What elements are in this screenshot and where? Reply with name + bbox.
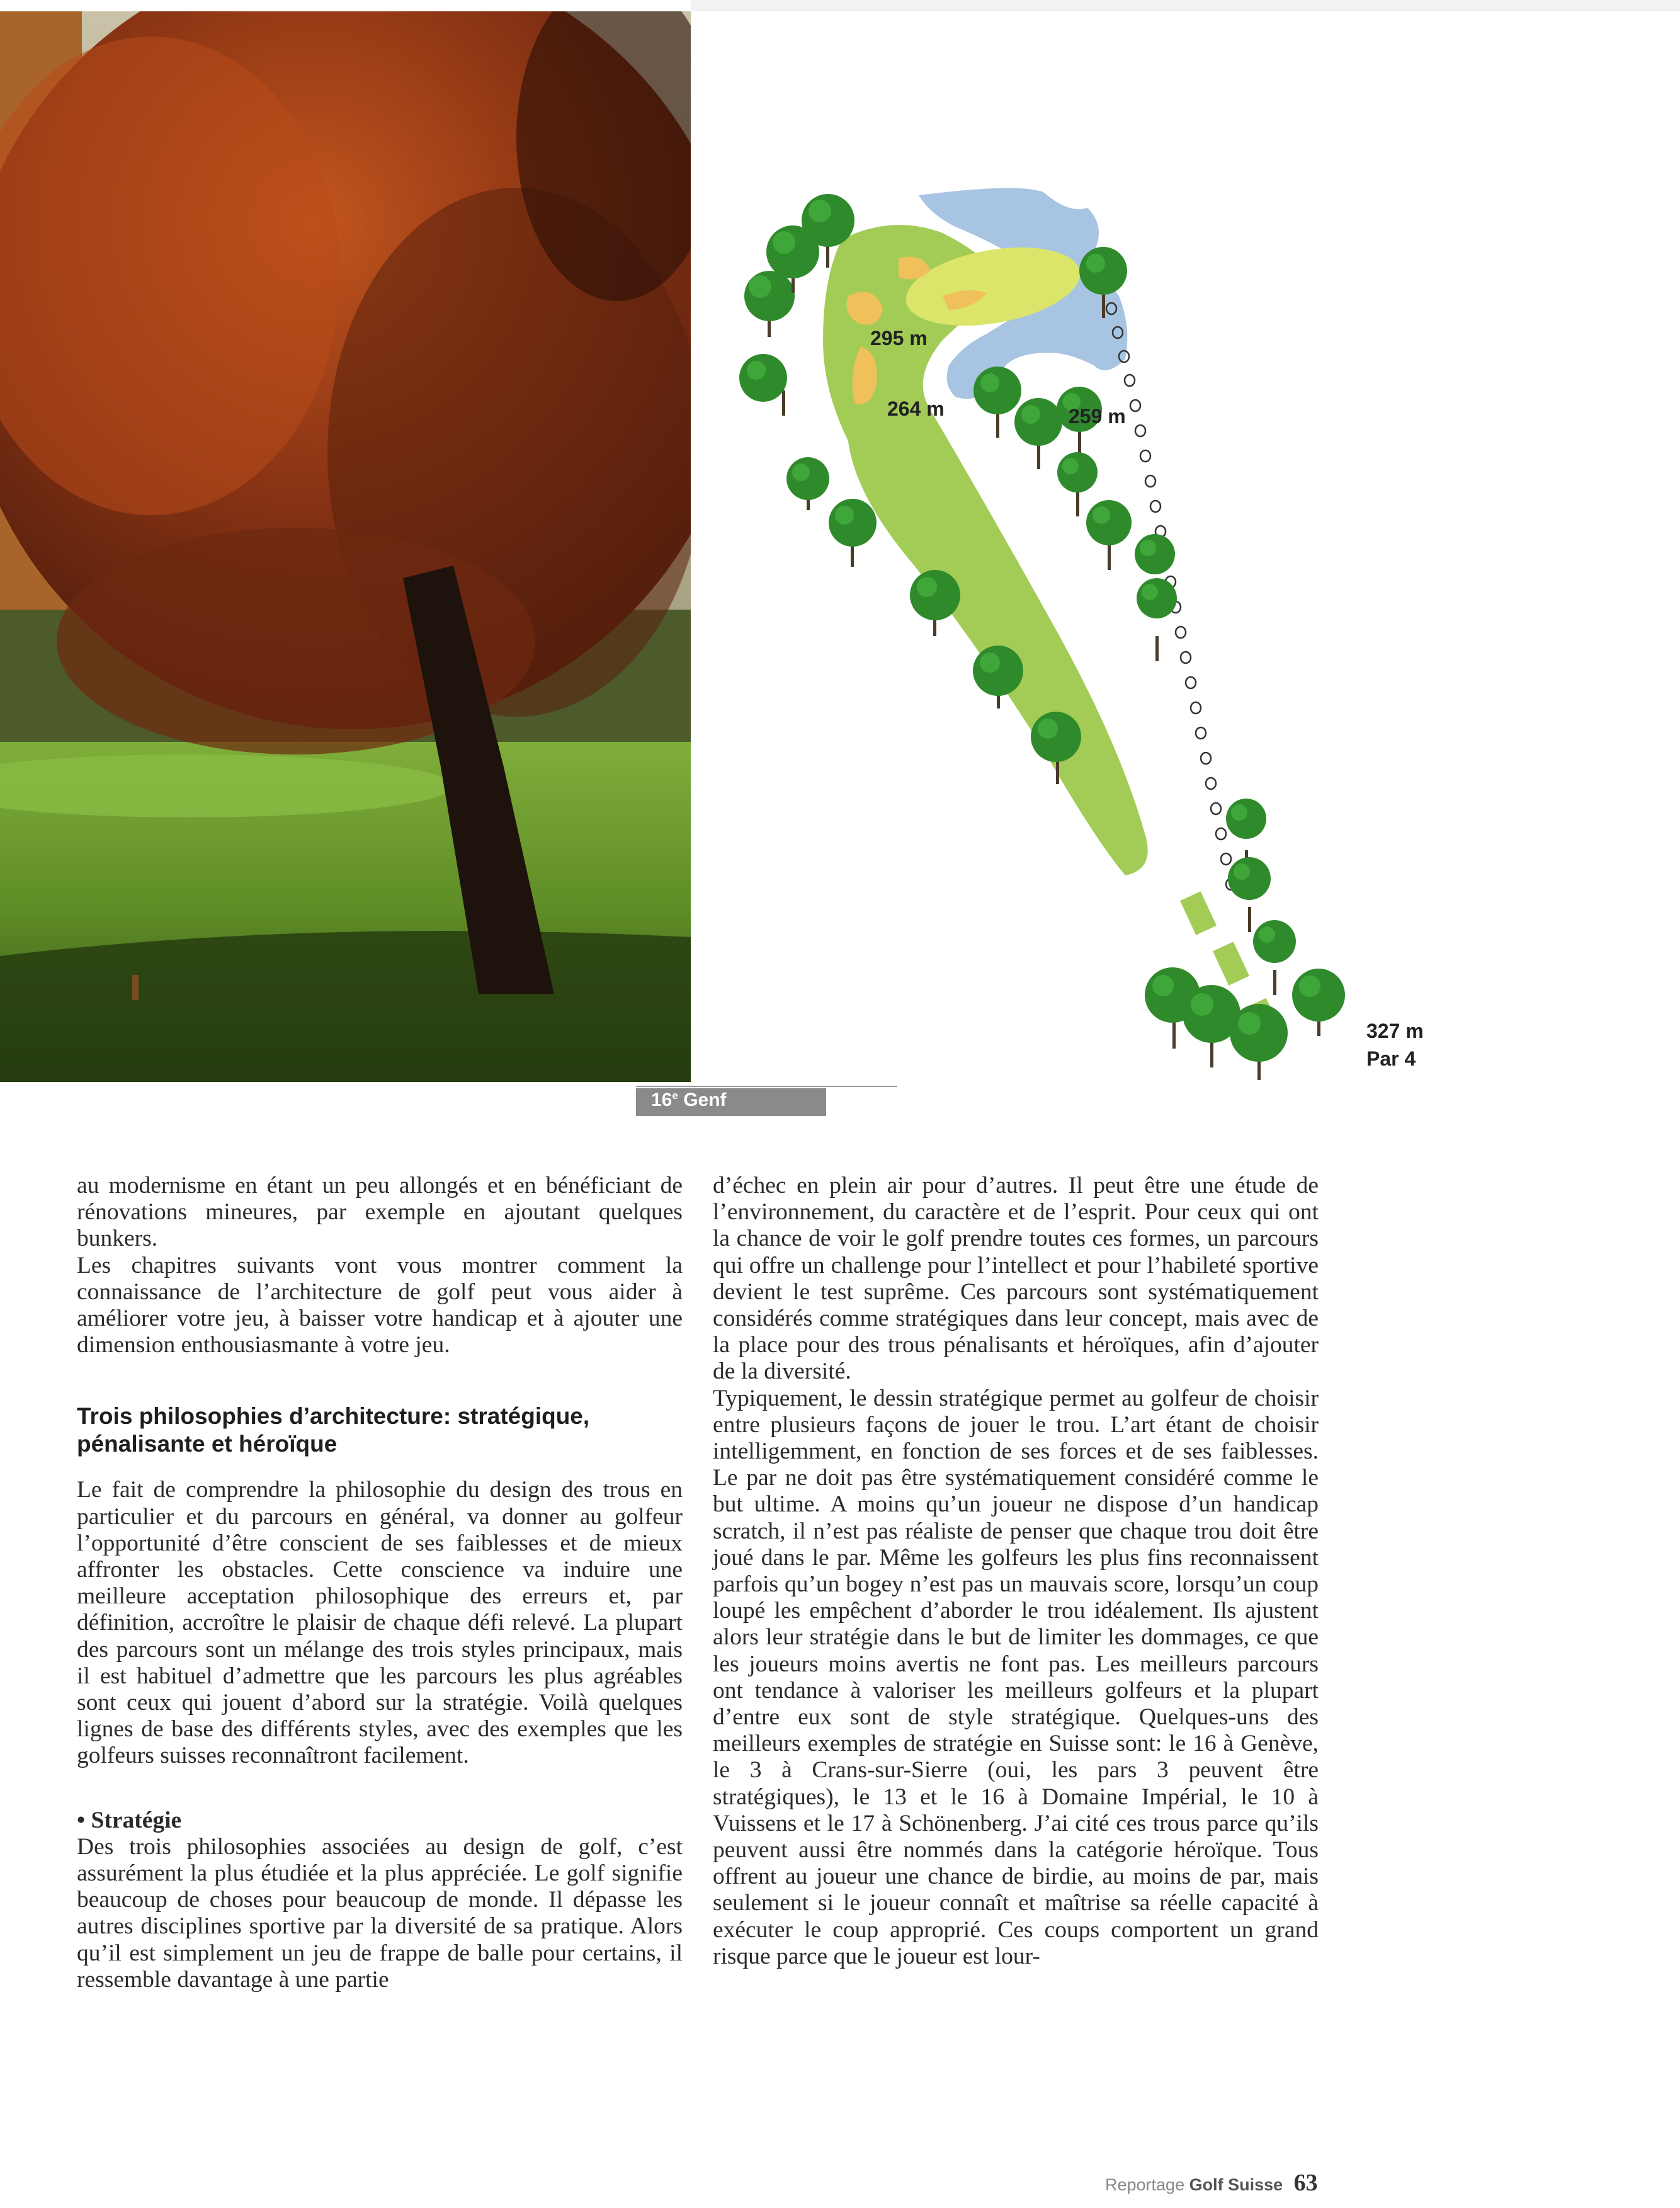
label-264m: 264 m <box>887 397 945 420</box>
paragraph: d’échec en plein air pour d’autres. Il peut être une étude de l’environnement, du caractère et de l’esprit. Pour ceux qui ont la chance de voir le golf prendre toutes ces formes, un parcours qui offre un challenge pour l’intellect et pour l’habileté sportive devient le test suprême. Ces parcours sont systématiquement considérés comme stratégiques dans leur concept, mais avec de la place pour des trous pénalisants et héroïques, afin d’ajouter de la diversité. <box>713 1173 1319 1385</box>
label-295m: 295 m <box>870 327 928 350</box>
article-column-left <box>77 1173 683 1993</box>
page-number: 63 <box>1293 2170 1318 2196</box>
label-259m: 259 m <box>1069 405 1126 428</box>
paragraph: Des trois philosophies associées au design de golf, c’est assurément la plus étudiée et la plus appréciée. Le golf signifie beaucoup de choses pour beaucoup de monde. Il dépasse les autres disciplines sportive par la diversité de sa pratique. Alors qu’il est simplement un jeu de frappe de balle pour certains, il ressemble davantage à une partie <box>77 1833 683 1993</box>
caption-rule <box>636 1086 897 1087</box>
figure-caption: 16e Genf <box>651 1090 727 1110</box>
paragraph: Typiquement, le dessin stratégique permet au golfeur de choisir entre plusieurs façons de jouer le trou. L’art étant de choisir intelligemment, en fonction de ses forces et de ses faiblesses. Le par ne doit pas être systématiquement considéré comme le but ultime. A moins qu’un joueur ne dispose d’un handicap scratch, il n’est pas réaliste de penser que chaque trou doit être joué dans le par. Même les golfeurs les plus fins reconnaissent parfois qu’un bogey n’est pas un mauvais score, lorsqu’un coup loupé les empêchent d’aborder le trou idéalement. Ils ajustent alors leur stratégie dans le but de limiter les dommages, ce que les joueurs moins avertis ne font pas. Les meilleurs parcours ont tendance à valoriser les meilleurs golfeurs et la plupart d’entre eux sont de style stratégique. Quelques-uns des meilleurs exemples de stratégie en Suisse sont: le 16 à Genève, le 3 à Crans-sur-Sierre (oui, les pars 3 peuvent être stratégiques), le 13 et le 16 à Domaine Impérial, le 10 à Vuissens et le 17 à Schönenberg. J’ai cité ces trous parce qu’ils peuvent aussi être nommés dans la catégorie héroïque. Tous offrent au joueur une chance de birdie, au moins de par, mais seulement si le joueur connaît et maîtrise sa réelle capacité à exécuter le coup approprié. Ces coups comportent un grand risque parce que le joueur est lour- <box>713 1385 1319 1969</box>
subsection-heading: • Stratégie <box>77 1807 182 1833</box>
footer-magazine: Golf Suisse <box>1189 2175 1283 2194</box>
paragraph: au modernisme en étant un peu allongés et en bénéficiant de rénovations mineures, par exemple en ajoutant quelques bunkers. <box>77 1173 683 1252</box>
footer-section: Reportage <box>1105 2175 1185 2194</box>
paragraph: Les chapitres suivants vont vous montrer comment la connaissance de l’architecture de golf peut vous aider à améliorer votre jeu, à baisser votre handicap et à ajouter une dimension enthousiasmante à votre jeu. <box>77 1252 683 1358</box>
paragraph: Le fait de comprendre la philosophie du design des trous en particulier et du parcours en général, va donner au golfeur l’opportunité d’être conscient de ses faiblesses et de mieux affronter les obstacles. Cette conscience va induire une meilleure acceptation philosophique des erreurs et, par définition, accroître le plaisir de chaque défi relevé. La plupart des parcours sont un mélange des trois styles principaux, mais il est habituel d’admettre que les parcours les plus agréables sont ceux qui jouent d’abord sur la stratégie. Voilà quelques lignes de base des différents styles, avec des exemples que les golfeurs suisses reconnaîtront facilement. <box>77 1477 683 1769</box>
section-heading: Trois philosophies d’architecture: stratégique, pénalisante et héroïque <box>77 1403 590 1457</box>
hole-16-map <box>691 0 1680 1108</box>
autumn-park-photo <box>0 11 691 1082</box>
label-par: Par 4 <box>1366 1047 1416 1070</box>
article-column-right <box>713 1173 1319 1970</box>
page-footer <box>1105 2169 1318 2197</box>
label-hole-length: 327 m <box>1366 1020 1424 1042</box>
